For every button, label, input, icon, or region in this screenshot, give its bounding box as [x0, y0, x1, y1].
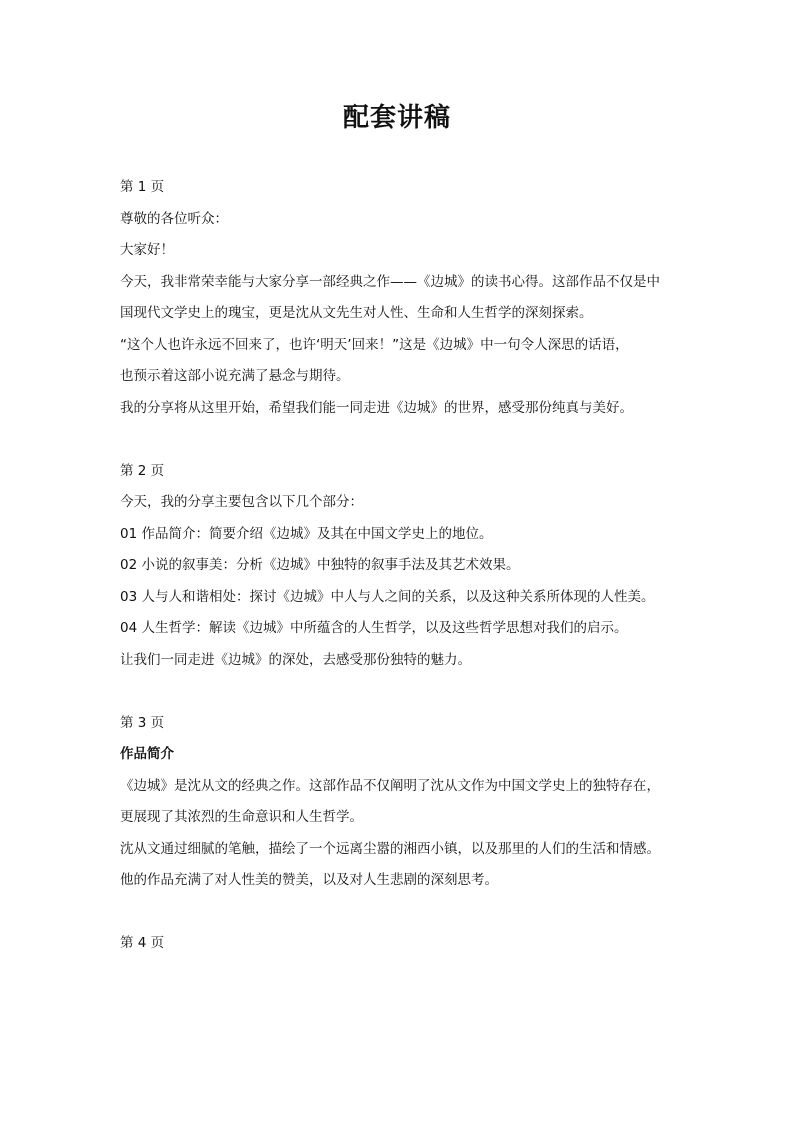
page-label-2: 第 2 页	[120, 462, 165, 479]
paragraph-line: 更展现了其浓烈的生命意识和人生哲学。	[120, 809, 363, 825]
document-title: 配套讲稿	[342, 103, 451, 133]
paragraph-line: 今天，我的分享主要包含以下几个部分：	[120, 494, 363, 510]
paragraph-line: 01 作品简介：简要介绍《边城》及其在中国文学史上的地位。	[120, 525, 493, 542]
paragraph-line: 04 人生哲学：解读《边城》中所蕴含的人生哲学，以及这些哲学思想对我们的启示。	[120, 620, 628, 636]
paragraph-line: 让我们一同走进《边城》的深处，去感受那份独特的魅力。	[120, 651, 471, 668]
paragraph-line: 国现代文学史上的瑰宝，更是沈从文先生对人性、生命和人生哲学的深刻探索。	[120, 305, 593, 321]
paragraph-line: 尊敬的各位听众：	[120, 210, 228, 227]
section-gap	[120, 897, 700, 929]
page-label-3: 第 3 页	[120, 714, 165, 731]
paragraph-line: 沈从文通过细腻的笔触，描绘了一个远离尘嚣的湘西小镇，以及那里的人们的生活和情感。	[120, 840, 660, 857]
paragraph-line: 今天，我非常荣幸能与大家分享一部经典之作——《边城》的读书心得。这部作品不仅是中	[120, 273, 660, 290]
paragraph-line: 大家好！	[120, 242, 174, 258]
page-label-4: 第 4 页	[120, 935, 165, 951]
paragraph-line: 也预示着这部小说充满了悬念与期待。	[120, 368, 350, 384]
paragraph-line: 03 人与人和谐相处：探讨《边城》中人与人之间的关系，以及这种关系所体现的人性美。	[120, 588, 655, 605]
document-body	[120, 172, 700, 960]
paragraph-line: 他的作品充满了对人性美的赞美，以及对人生悲剧的深刻思考。	[120, 872, 498, 888]
paragraph-line: 我的分享将从这里开始，希望我们能一同走进《边城》的世界，感受那份纯真与美好。	[120, 399, 633, 416]
section-gap	[120, 676, 700, 708]
section-gap	[120, 424, 700, 456]
paragraph-line: 《边城》是沈从文的经典之作。这部作品不仅阐明了沈从文作为中国文学史上的独特存在，	[120, 777, 660, 794]
paragraph-line: 02 小说的叙事美：分析《边城》中独特的叙事手法及其艺术效果。	[120, 557, 520, 573]
section-heading: 作品简介	[120, 746, 174, 762]
paragraph-line: “这个人也许永远不回来了，也许‘明天’回来！”这是《边城》中一句令人深思的话语，	[120, 336, 629, 353]
page-label-1: 第 1 页	[120, 179, 165, 195]
